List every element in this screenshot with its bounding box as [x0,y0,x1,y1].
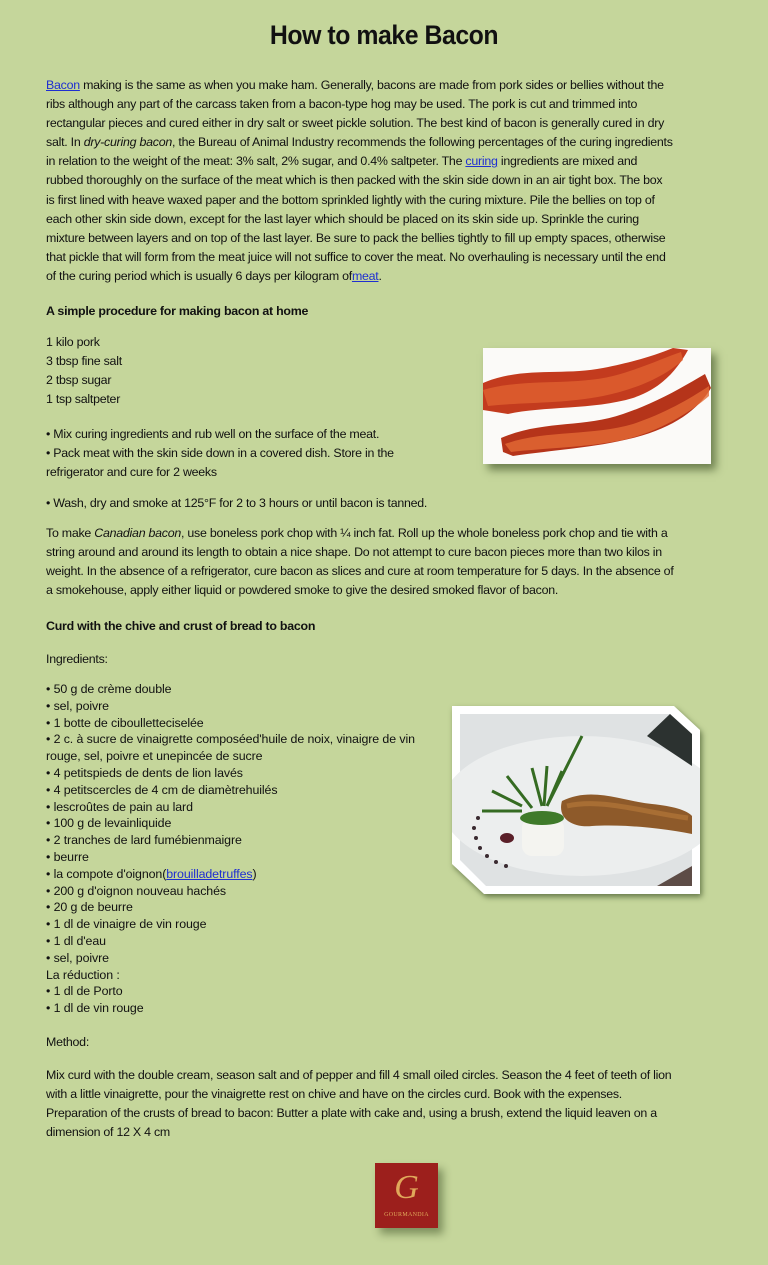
curd-ingredients-list [46,681,415,1017]
dish-photo [452,706,700,894]
list-item: • 4 petitscercles de 4 cm de diamètrehuilés [46,782,278,797]
list-item: • la compote d'oignon(brouilladetruffes) [46,866,257,881]
section-heading-simple-procedure: A simple procedure for making bacon at home [46,304,309,318]
bacon-photo [483,348,711,464]
bacon-ingredients-list [46,333,466,409]
list-item: 1 tsp saltpeter [46,392,121,407]
list-item: • beurre [46,849,89,864]
gourmandia-logo [375,1163,438,1228]
curing-link[interactable]: curing [465,154,498,169]
list-item: • lescroûtes de pain au lard [46,799,193,814]
list-item: 3 tbsp fine salt [46,354,122,369]
section-heading-curd: Curd with the chive and crust of bread to bacon [46,619,316,633]
list-item: • 20 g de beurre [46,900,133,915]
list-item: • 1 dl d'eau [46,933,106,948]
list-item: • sel, poivre [46,698,109,713]
list-item: • 1 botte de ciboulletteciselée [46,715,204,730]
logo-letter: G [394,1169,419,1206]
method-label: Method: [46,1035,90,1049]
list-item: • 50 g de crème double [46,682,172,696]
list-item: • 2 tranches de lard fumébienmaigre [46,833,242,848]
list-item: La réduction : [46,967,120,982]
intro-paragraph: Bacon making is the same as when you make ham. Generally, bacons are made from pork sides or bellies without the ribs although any part of the carcass taken from a bacon-type hog may be used. The pork is cut and trimmed into rectangular pieces and cured either in dry salt or sweet pickle solution. The best kind of bacon is generally cured in dry salt. In dry-curing bacon, the Bureau of Animal Industry recommends the following percentages of the curing ingredients in relation to the weight of the meat: 3% salt, 2% sugar, and 0.4% saltpeter. The curing ingredients are mixed and rubbed thoroughly on the surface of the meat which is then packed with the skin side down in an air tight box. The box is first lined with heave waxed paper and the bottom sprinkled lightly with the curing mixture. Pile the bellies on top of each other skin side down, except for the last layer which should be placed on its skin side up. Sprinkle the curing mixture between layers and on top of the last layer. Be sure to pack the bellies tightly to fill up empty spaces, otherwise that pickle that will form from the meat juice will not suffice to cover the meat. No overhauling is necessary until the end of the curing period which is usually 6 days per kilogram ofmeat. [46,78,673,283]
canadian-bacon-paragraph: To make Canadian bacon, use boneless pork chop with ¼ inch fat. Roll up the whole boneless pork chop and tie with a string around and around its length to obtain a nice shape. Do not attempt to cure bacon pieces more than two kilos in weight. In the absence of a refrigerator, cure bacon as slices and cure at room temperature for 5 days. In the absence of a smokehouse, apply either liquid or powdered smoke to give the desired smoked flavor of bacon. [46,526,674,598]
list-item: • 1 dl de vinaigre de vin rouge [46,917,207,932]
meat-link[interactable]: meat [351,268,379,283]
list-item: 2 tbsp sugar [46,373,112,388]
list-item: rouge, sel, poivre et unepincée de sucre [46,749,263,764]
bacon-link[interactable]: Bacon [46,78,80,92]
list-item: • sel, poivre [46,950,109,965]
list-item: 1 kilo pork [46,335,100,349]
list-item: • 1 dl de vin rouge [46,1001,144,1016]
list-item: • 4 petitspieds de dents de lion lavés [46,765,243,780]
page-title: How to make Bacon [269,20,499,50]
list-item: • 2 c. à sucre de vinaigrette composéed'huile de noix, vinaigre de vin [46,732,415,747]
list-item: • 200 g d'oignon nouveau hachés [46,883,226,898]
bacon-step-smoke: • Wash, dry and smoke at 125°F for 2 to 3 hours or until bacon is tanned. [46,496,428,510]
brouilladetruffes-link[interactable]: brouilladetruffes [166,866,253,881]
ingredients-label: Ingredients: [46,652,108,666]
list-item: • 100 g de levainliquide [46,816,172,831]
list-item: • 1 dl de Porto [46,984,123,999]
bacon-steps: • Mix curing ingredients and rub well on the surface of the meat. • Pack meat with the skin side down in a covered dish. Store in the refrigerator and cure for 2 weeks [46,427,394,480]
method-paragraph: Mix curd with the double cream, season salt and of pepper and fill 4 small oiled circles. Season the 4 feet of teeth of lion with a little vinaigrette, pour the vinaigrette rest on chive and have on the circles curd. Book with the expenses. Preparation of the crusts of bread to bacon: Butter a plate with cake and, using a brush, extend the liquid leaven on a dimension of 12 X 4 cm [46,1068,672,1140]
logo-text: GOURMANDIA [384,1212,429,1218]
